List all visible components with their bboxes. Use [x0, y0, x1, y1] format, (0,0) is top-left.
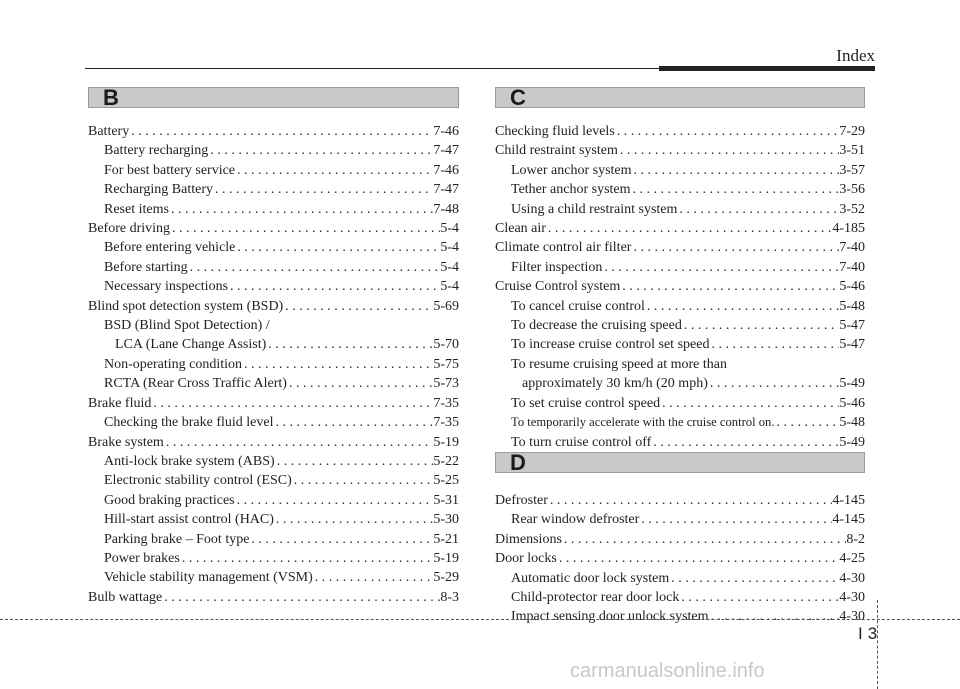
index-subentry[interactable]: Hill-start assist control (HAC) . . . 5-30: [88, 510, 459, 529]
index-subentry[interactable]: Power brakes . . . 5-19: [88, 549, 459, 568]
index-subentry-heading: To resume cruising speed at more than: [511, 356, 727, 372]
index-subentry[interactable]: Necessary inspections . . . 5-4: [88, 277, 459, 296]
index-subentry[interactable]: Child-protector rear door lock . . . 4-30: [495, 588, 865, 607]
index-subentry[interactable]: Lower anchor system . . . 3-57: [495, 161, 865, 180]
index-subentry[interactable]: Automatic door lock system . . . 4-30: [495, 569, 865, 588]
index-subentry[interactable]: To temporarily accelerate with the cruise control on. . . . 5-48: [495, 413, 865, 432]
index-subentry[interactable]: Impact sensing door unlock system . . . 4-30: [495, 607, 865, 626]
index-entry[interactable]: Blind spot detection system (BSD) . . . 5-69: [88, 297, 459, 316]
page-number-value: 3: [867, 624, 883, 643]
header-accent-bar: [659, 66, 875, 71]
footer-rule: [0, 619, 960, 620]
section-bar-b: [88, 87, 459, 108]
index-subentry-heading: BSD (Blind Spot Detection) /: [104, 318, 270, 334]
index-column-d: [495, 491, 865, 627]
page-number: [858, 624, 882, 644]
index-subentry[interactable]: Rear window defroster . . . 4-145: [495, 510, 865, 529]
footer-divider: [877, 600, 878, 689]
section-code: I: [858, 624, 868, 643]
index-entry[interactable]: Defroster . . . 4-145: [495, 491, 865, 510]
index-subentry[interactable]: Before entering vehicle . . . 5-4: [88, 238, 459, 257]
index-subentry[interactable]: Electronic stability control (ESC) . . . 5-25: [88, 471, 459, 490]
index-entry[interactable]: Child restraint system . . . 3-51: [495, 141, 865, 160]
watermark: carmanualsonline.info: [570, 660, 765, 682]
index-subentry[interactable]: Non-operating condition . . . 5-75: [88, 355, 459, 374]
index-column-c: [495, 122, 865, 452]
index-entry[interactable]: Battery . . . 7-46: [88, 122, 459, 141]
index-subentry[interactable]: Battery recharging . . . 7-47: [88, 141, 459, 160]
index-subentry[interactable]: To turn cruise control off . . . 5-49: [495, 433, 865, 452]
index-subentry[interactable]: approximately 30 km/h (20 mph) . . . 5-49: [495, 374, 865, 393]
index-entry[interactable]: Brake fluid . . . 7-35: [88, 394, 459, 413]
section-bar-d: [495, 452, 865, 473]
index-subentry[interactable]: Checking the brake fluid level . . . 7-35: [88, 413, 459, 432]
index-subentry[interactable]: To decrease the cruising speed . . . 5-47: [495, 316, 865, 335]
section-letter-d: D: [510, 450, 526, 475]
index-entry[interactable]: Climate control air filter . . . 7-40: [495, 238, 865, 257]
index-entry[interactable]: Bulb wattage . . . 8-3: [88, 588, 459, 607]
index-entry[interactable]: Door locks . . . 4-25: [495, 549, 865, 568]
index-column-b: [88, 122, 459, 607]
index-entry[interactable]: Checking fluid levels . . . 7-29: [495, 122, 865, 141]
index-subentry[interactable]: LCA (Lane Change Assist) . . . 5-70: [88, 335, 459, 354]
index-entry[interactable]: Cruise Control system . . . 5-46: [495, 277, 865, 296]
index-subentry[interactable]: To set cruise control speed . . . 5-46: [495, 394, 865, 413]
index-entry[interactable]: Dimensions . . . 8-2: [495, 530, 865, 549]
index-subentry[interactable]: Reset items . . . 7-48: [88, 200, 459, 219]
index-subentry[interactable]: To increase cruise control set speed . . . 5-47: [495, 335, 865, 354]
index-subentry[interactable]: Parking brake – Foot type . . . 5-21: [88, 530, 459, 549]
index-entry[interactable]: Before driving . . . 5-4: [88, 219, 459, 238]
index-subentry[interactable]: Before starting . . . 5-4: [88, 258, 459, 277]
index-subentry[interactable]: To cancel cruise control . . . 5-48: [495, 297, 865, 316]
index-subentry[interactable]: Using a child restraint system . . . 3-52: [495, 200, 865, 219]
index-subentry[interactable]: Tether anchor system . . . 3-56: [495, 180, 865, 199]
index-subentry[interactable]: Good braking practices . . . 5-31: [88, 491, 459, 510]
index-entry[interactable]: Brake system . . . 5-19: [88, 433, 459, 452]
index-subentry[interactable]: Vehicle stability management (VSM) . . . 5-29: [88, 568, 459, 587]
index-entry[interactable]: Clean air . . . 4-185: [495, 219, 865, 238]
index-subentry[interactable]: Anti-lock brake system (ABS) . . . 5-22: [88, 452, 459, 471]
index-subentry[interactable]: RCTA (Rear Cross Traffic Alert) . . . 5-73: [88, 374, 459, 393]
section-letter-c: C: [510, 85, 526, 110]
index-subentry[interactable]: For best battery service . . . 7-46: [88, 161, 459, 180]
page-header-title: Index: [836, 46, 875, 65]
index-subentry[interactable]: Recharging Battery . . . 7-47: [88, 180, 459, 199]
section-letter-b: B: [103, 85, 119, 110]
section-bar-c: [495, 87, 865, 108]
index-subentry[interactable]: Filter inspection . . . 7-40: [495, 258, 865, 277]
